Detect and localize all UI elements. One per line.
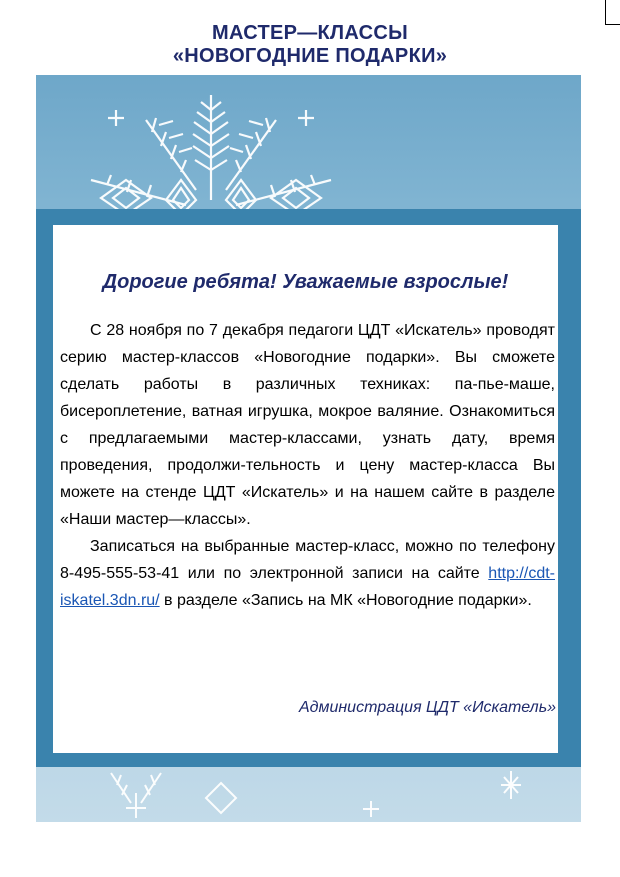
snowflake-icon (81, 80, 341, 215)
registration-text: Записаться на выбранные мастер-класс, можно по телефону 8-495-555-53-41 или по электронной записи на сайте (60, 538, 555, 582)
greeting: Дорогие ребята! Уважаемые взрослые! (102, 271, 509, 293)
page-title-line1: МАСТЕР—КЛАССЫ (212, 22, 408, 44)
page-title-line2: «НОВОГОДНИЕ ПОДАРКИ» (172, 45, 448, 67)
snowflake-icon (71, 763, 551, 822)
announcement-card (53, 225, 558, 753)
announcement-body (60, 317, 555, 614)
website-link[interactable]: http://cdt-iskatel.3dn.ru/ (60, 565, 555, 609)
signature: Администрация ЦДТ «Искатель» (298, 699, 556, 716)
paragraph-description: С 28 ноября по 7 декабря педагоги ЦДТ «Искатель» проводят серию мастер-классов «Новогодние подарки». Вы сможете сделать работы в различных техниках: па-пье-маше, бисероплетение, ватная игрушка, мокрое валяние. Ознакомиться с предлагаемыми мастер-классами, узнать дату, время проведения, продолжи-тельность и цену мастер-класса Вы можете на стенде ЦДТ «Искатель» и на нашем сайте в разделе «Наши мастер—классы». (60, 322, 555, 528)
paragraph-registration (60, 533, 555, 614)
registration-text-end: в разделе «Запись на МК «Новогодние подарки». (159, 592, 532, 609)
content-frame (36, 209, 581, 767)
page-title (0, 22, 620, 68)
poster (36, 75, 581, 822)
